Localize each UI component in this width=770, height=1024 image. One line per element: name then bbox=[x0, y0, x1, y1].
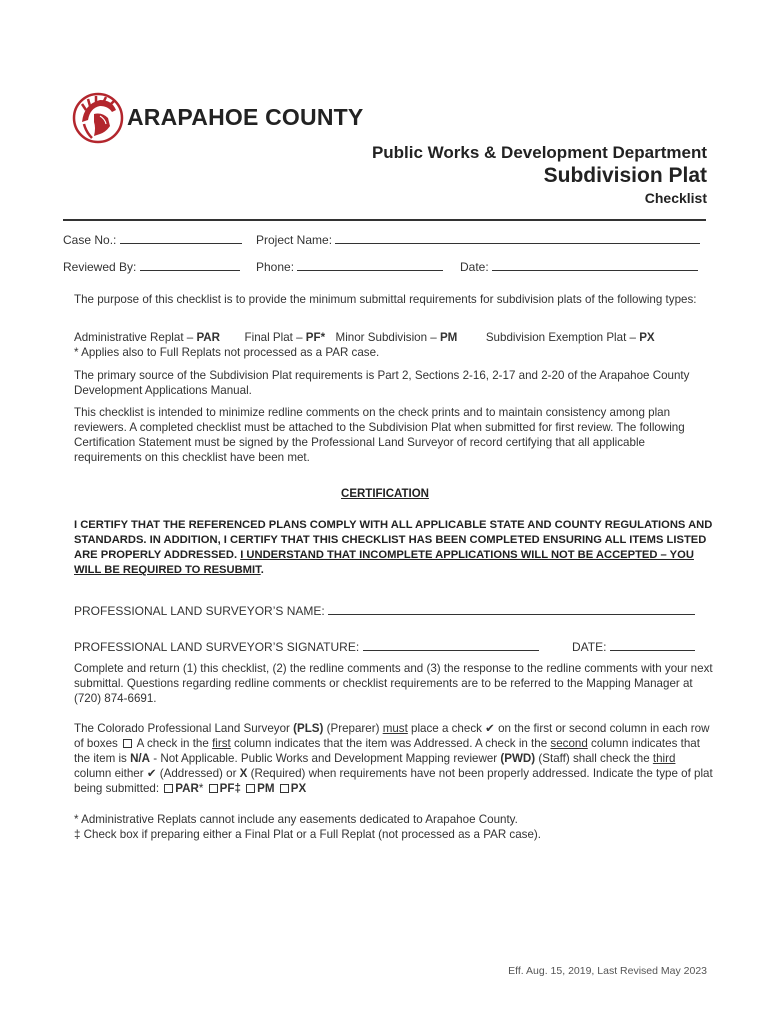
surveyor-signature-label: PROFESSIONAL LAND SURVEYOR’S SIGNATURE: bbox=[74, 640, 360, 654]
type-minor-subdivision-label: Minor Subdivision – bbox=[335, 331, 440, 344]
complete-return-paragraph: Complete and return (1) this checklist, (2) the redline comments and (3) the response to the redline comments with your next submittal. Questions regarding redline comments or checklist requirements are to be referred to the Mapping Manager at (720) 874-6691. bbox=[74, 662, 713, 705]
intent-paragraph: This checklist is intended to minimize redline comments on the check prints and to maintain consistency among plan reviewers. A completed checklist must be attached to the Subdivision Plat when submitted for first review. The following Certification Statement must be signed by the Professional Land Surveyor of record certifying that all applicable requirements on this checklist have been met. bbox=[74, 406, 685, 464]
px-checkbox[interactable] bbox=[280, 784, 289, 793]
pls-text: (Addressed) or bbox=[156, 767, 240, 780]
phone-label: Phone: bbox=[256, 260, 295, 274]
third-text: third bbox=[652, 752, 676, 765]
type-exemption-label: Subdivision Exemption Plat – bbox=[485, 331, 640, 344]
page-subtitle: Checklist bbox=[644, 190, 707, 206]
pls-text: column indicates that the item was Addressed. A check in the bbox=[230, 737, 551, 750]
checkmark-icon: ✔ bbox=[485, 722, 495, 735]
must-text: must bbox=[382, 722, 408, 735]
type-par-code: PAR bbox=[196, 331, 221, 344]
pls-text: on the first or second column in each row of boxes bbox=[74, 722, 710, 750]
signature-date-input[interactable] bbox=[610, 638, 695, 651]
surveyor-signature-input[interactable] bbox=[363, 638, 539, 651]
indian-head-emblem-icon bbox=[72, 92, 124, 144]
first-text: first bbox=[212, 737, 231, 750]
final-plat-note: ‡ Check box if preparing either a Final Plat or a Full Replat (not processed as a PAR case). bbox=[74, 828, 541, 841]
par-option-label: PAR bbox=[175, 782, 199, 795]
type-pm-code: PM bbox=[439, 331, 458, 344]
purpose-paragraph: The purpose of this checklist is to provide the minimum submittal requirements for subdivision plats of the following types: bbox=[74, 293, 697, 306]
date-field bbox=[460, 258, 698, 274]
surveyor-name-input[interactable] bbox=[328, 602, 695, 615]
pls-text: - Not Applicable. Public Works and Development Mapping reviewer bbox=[150, 752, 501, 765]
certification-body: I CERTIFY THAT THE REFERENCED PLANS COMPLY WITH ALL APPLICABLE STATE AND COUNTY REGULATIONS AND STANDARDS. IN ADDITION, I CERTIFY THAT THIS CHECKLIST HAS BEEN COMPLETED ENSURING ALL ITEMS LISTED ARE PROPERLY ADDRESSED. bbox=[74, 519, 713, 561]
project-name-input[interactable] bbox=[335, 231, 700, 244]
certification-title: CERTIFICATION bbox=[341, 488, 429, 500]
case-no-field bbox=[63, 231, 242, 247]
checkbox-icon bbox=[123, 739, 132, 748]
case-no-input[interactable] bbox=[120, 231, 242, 244]
pwd-abbrev: (PWD) bbox=[500, 752, 536, 765]
phone-input[interactable] bbox=[297, 258, 443, 271]
pm-checkbox[interactable] bbox=[246, 784, 255, 793]
pls-text: place a check bbox=[407, 722, 486, 735]
signature-date-field bbox=[572, 638, 695, 654]
applies-note: * Applies also to Full Replats not processed as a PAR case. bbox=[74, 346, 380, 359]
pls-instructions-paragraph bbox=[74, 721, 714, 796]
admin-replat-note: * Administrative Replats cannot include any easements dedicated to Arapahoe County. bbox=[74, 813, 518, 826]
pf-option-label: PF‡ bbox=[219, 782, 241, 795]
pls-text: (Required) when requirements have not been properly addressed. Indicate the type of plat being submitted: bbox=[74, 767, 713, 795]
par-option-mark: * bbox=[198, 782, 204, 795]
pf-checkbox[interactable] bbox=[209, 784, 218, 793]
project-name-field bbox=[256, 231, 700, 247]
surveyor-name-field bbox=[74, 602, 695, 618]
pls-abbrev: (PLS) bbox=[293, 722, 324, 735]
pls-text: A check in the bbox=[134, 737, 213, 750]
project-name-label: Project Name: bbox=[256, 233, 333, 247]
page-title: Subdivision Plat bbox=[543, 164, 707, 187]
surveyor-name-label: PROFESSIONAL LAND SURVEYOR’S NAME: bbox=[74, 604, 325, 618]
pls-text: (Preparer) bbox=[323, 722, 383, 735]
pls-text: column either bbox=[74, 767, 147, 780]
phone-field bbox=[256, 258, 443, 274]
date-label: Date: bbox=[460, 260, 489, 274]
certification-underlined: I UNDERSTAND THAT INCOMPLETE APPLICATIONS WILL NOT BE ACCEPTED – YOU WILL BE REQUIRED TO RESUBMIT bbox=[74, 549, 694, 576]
reviewed-by-field bbox=[63, 258, 240, 274]
date-input[interactable] bbox=[492, 258, 698, 271]
revision-footer: Eff. Aug. 15, 2019, Last Revised May 2023 bbox=[508, 965, 707, 977]
type-final-plat-label: Final Plat – bbox=[244, 331, 306, 344]
county-logo bbox=[72, 92, 124, 144]
reviewed-by-label: Reviewed By: bbox=[63, 260, 137, 274]
type-pf-code: PF* bbox=[305, 331, 326, 344]
px-option-label: PX bbox=[290, 782, 307, 795]
type-px-code: PX bbox=[639, 331, 655, 344]
department-name: Public Works & Development Department bbox=[371, 143, 707, 162]
na-text: N/A bbox=[130, 752, 151, 765]
par-checkbox[interactable] bbox=[164, 784, 173, 793]
pls-text: (Staff) shall check the bbox=[535, 752, 653, 765]
plat-types-line bbox=[74, 330, 714, 345]
primary-source-paragraph: The primary source of the Subdivision Plat requirements is Part 2, Sections 2-16, 2-17 and 2-20 of the Arapahoe County Development Applications Manual. bbox=[74, 369, 690, 397]
certification-end: . bbox=[260, 564, 264, 576]
pls-text: The Colorado Professional Land Surveyor bbox=[74, 722, 294, 735]
certification-statement bbox=[74, 518, 714, 578]
type-admin-replat-label: Administrative Replat – bbox=[74, 331, 197, 344]
surveyor-signature-field bbox=[74, 638, 539, 654]
x-mark: X bbox=[239, 767, 248, 780]
checkmark-icon: ✔ bbox=[146, 767, 157, 780]
pls-text: column indicates that the item is bbox=[74, 737, 700, 765]
second-text: second bbox=[550, 737, 588, 750]
reviewed-by-input[interactable] bbox=[140, 258, 240, 271]
logo-wordmark: ARAPAHOE COUNTY bbox=[127, 104, 364, 130]
pm-option-label: PM bbox=[257, 782, 275, 795]
header-divider bbox=[63, 219, 706, 221]
case-no-label: Case No.: bbox=[63, 233, 117, 247]
signature-date-label: DATE: bbox=[572, 640, 607, 654]
